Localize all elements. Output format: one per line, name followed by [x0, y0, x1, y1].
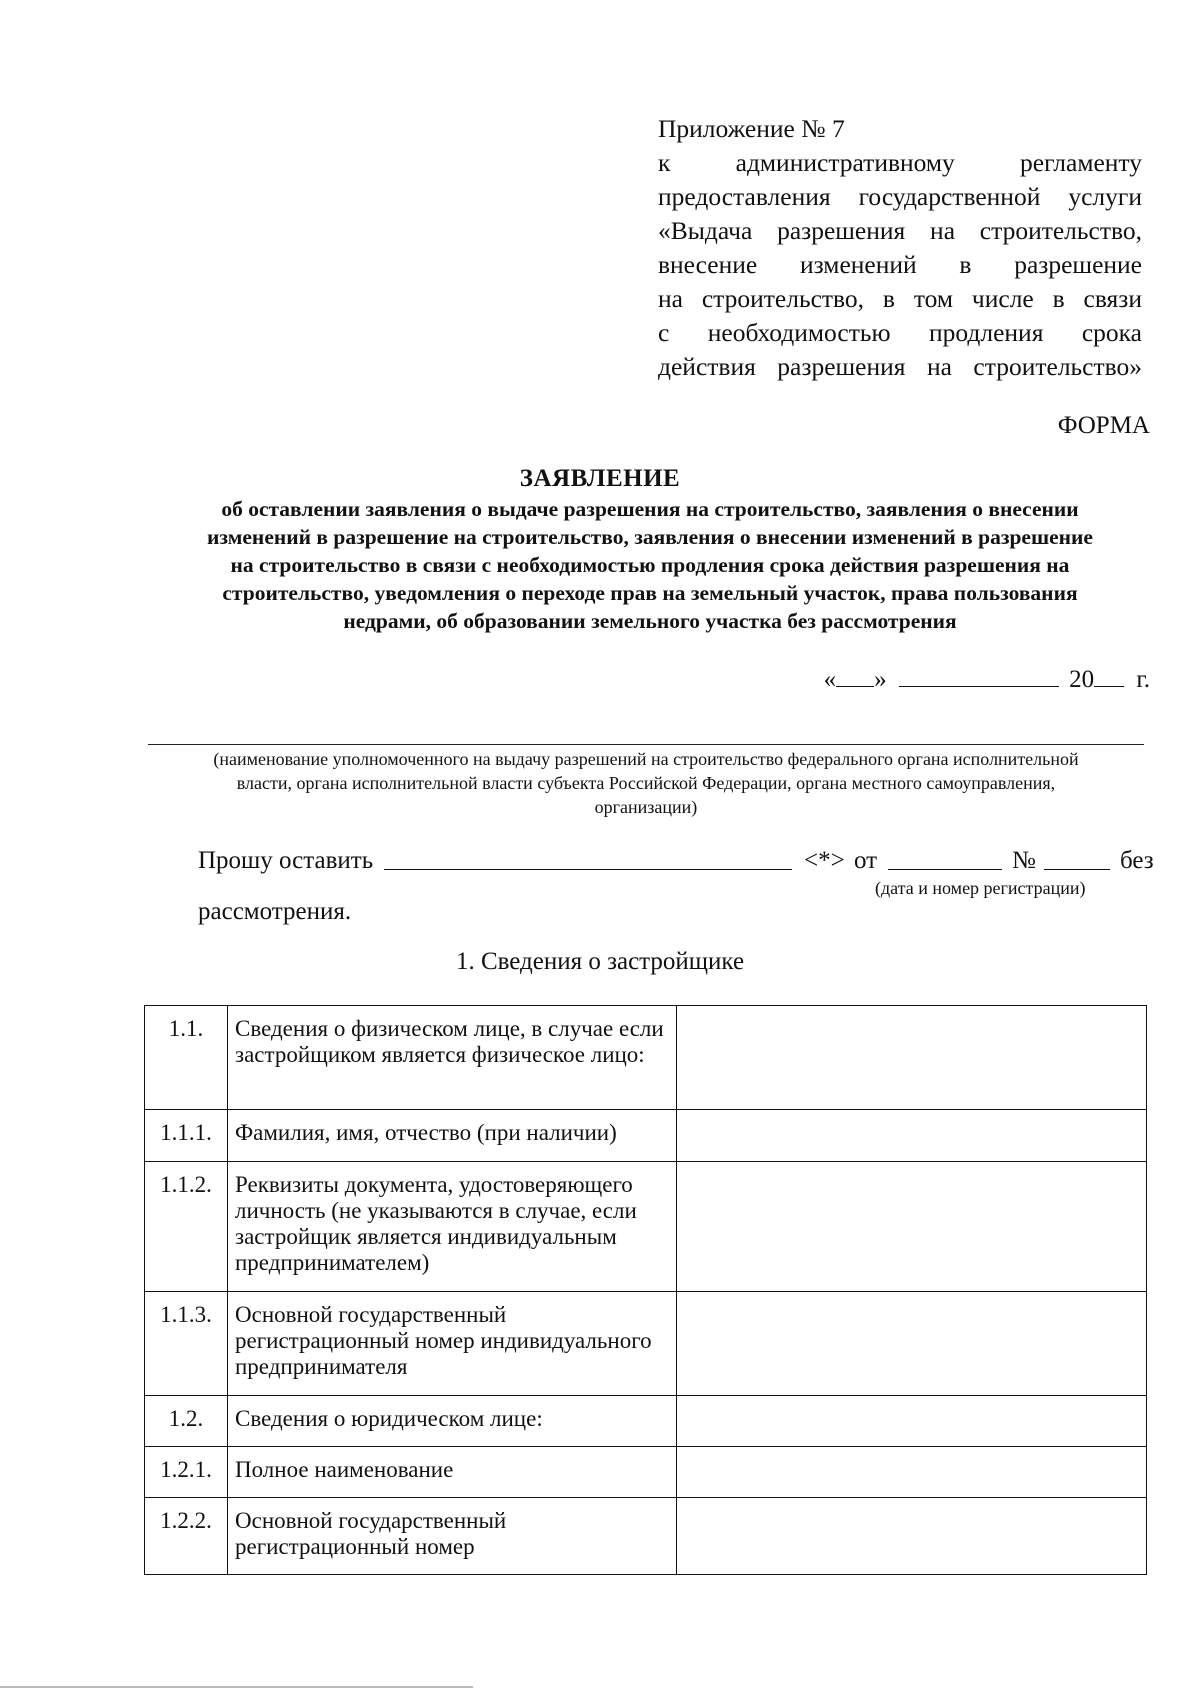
table-row — [145, 1162, 1147, 1292]
day-blank[interactable] — [836, 664, 874, 687]
row-value-field[interactable] — [677, 1498, 1147, 1575]
appendix-line: действия разрешения на строительство» — [658, 352, 1142, 381]
row-label: Фамилия, имя, отчество (при наличии) — [228, 1110, 677, 1162]
row-label: Сведения о физическом лице, в случае если застройщиком является физическое лицо: — [228, 1006, 677, 1110]
request-prefix: Прошу оставить — [198, 847, 374, 874]
table-row — [145, 1006, 1147, 1110]
row-value-field[interactable] — [677, 1292, 1147, 1396]
authority-name-field[interactable] — [148, 744, 1144, 745]
registration-date-blank[interactable] — [888, 847, 1002, 870]
appendix-line: Приложение № 7 — [658, 114, 845, 143]
number-label: № — [1012, 847, 1036, 874]
row-number: 1.1. — [145, 1006, 228, 1110]
row-value-field[interactable] — [677, 1396, 1147, 1447]
row-number: 1.1.3. — [145, 1292, 228, 1396]
row-value-field[interactable] — [677, 1447, 1147, 1498]
builder-info-table — [144, 1005, 1147, 1575]
authority-caption-line: власти, органа исполнительной власти субъекта Российской Федерации, органа местного самоуправления, — [236, 773, 1056, 793]
registration-number-blank[interactable] — [1044, 847, 1110, 870]
document-subtitle — [140, 495, 1160, 635]
row-number: 1.2. — [145, 1396, 228, 1447]
row-label: Сведения о юридическом лице: — [228, 1396, 677, 1447]
subtitle-line: изменений в разрешение на строительство, заявления о внесении изменений в разрешение — [207, 525, 1093, 549]
table-row — [145, 1498, 1147, 1575]
table-row — [145, 1292, 1147, 1396]
appendix-line: внесение изменений в разрешение — [658, 250, 1142, 279]
request-continuation: рассмотрения. — [198, 898, 352, 925]
appendix-line: предоставления государственной услуги — [658, 182, 1142, 211]
row-label: Основной государственный регистрационный номер индивидуального предпринимателя — [228, 1292, 677, 1396]
table-row — [145, 1396, 1147, 1447]
scan-edge-line — [0, 1686, 473, 1688]
date-open-quote: « — [823, 666, 837, 693]
document-title: ЗАЯВЛЕНИЕ — [519, 465, 681, 492]
year-blank[interactable] — [1094, 664, 1124, 687]
document-type-blank[interactable] — [384, 847, 792, 870]
row-label: Полное наименование — [228, 1447, 677, 1498]
authority-caption-line: (наименование уполномоченного на выдачу разрешений на строительство федерального органа исполнительной — [213, 749, 1079, 769]
year-suffix: г. — [1136, 666, 1150, 693]
row-value-field[interactable] — [677, 1162, 1147, 1292]
date-close-quote: » — [874, 666, 887, 693]
row-value-field[interactable] — [677, 1006, 1147, 1110]
footnote-mark: <*> — [804, 847, 845, 874]
appendix-line: на строительство, в том числе в связи — [658, 284, 1142, 313]
row-value-field[interactable] — [677, 1110, 1147, 1162]
subtitle-line: об оставлении заявления о выдаче разрешения на строительство, заявления о внесении — [221, 497, 1079, 521]
month-blank[interactable] — [899, 664, 1059, 687]
authority-caption-line: организации) — [594, 797, 698, 817]
row-number: 1.2.2. — [145, 1498, 228, 1575]
authority-caption — [148, 747, 1144, 819]
date-line — [824, 664, 1150, 694]
form-label: ФОРМА — [1057, 412, 1150, 439]
table-row — [145, 1447, 1147, 1498]
row-label: Реквизиты документа, удостоверяющего личность (не указываются в случае, если застройщик является индивидуальным предпринимателем) — [228, 1162, 677, 1292]
row-number: 1.1.2. — [145, 1162, 228, 1292]
subtitle-line: недрами, об образовании земельного участка без рассмотрения — [343, 609, 957, 633]
subtitle-line: строительство, уведомления о переходе прав на земельный участок, права пользования — [222, 581, 1078, 605]
without-label: без — [1120, 847, 1154, 874]
table-row — [145, 1110, 1147, 1162]
registration-caption: (дата и номер регистрации) — [875, 878, 1086, 898]
section-heading: 1. Сведения о застройщике — [455, 948, 745, 975]
row-label: Основной государственный регистрационный номер — [228, 1498, 677, 1575]
appendix-header — [658, 112, 1142, 384]
from-label: от — [854, 847, 878, 874]
year-prefix: 20 — [1069, 666, 1095, 693]
appendix-line: с необходимостью продления срока — [658, 318, 1142, 347]
row-number: 1.1.1. — [145, 1110, 228, 1162]
subtitle-line: на строительство в связи с необходимостью продления срока действия разрешения на — [230, 553, 1070, 577]
appendix-line: «Выдача разрешения на строительство, — [658, 216, 1142, 245]
appendix-line: к административному регламенту — [658, 148, 1142, 177]
row-number: 1.2.1. — [145, 1447, 228, 1498]
